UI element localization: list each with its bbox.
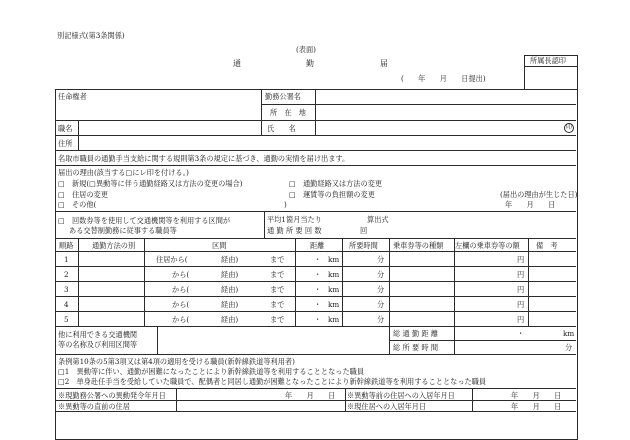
row-from[interactable]: から( [172,285,190,294]
total-time-label: 総 所 要 時 間 [393,343,439,352]
row-distance-dot[interactable]: ・ [314,285,322,294]
row-distance-unit: km [328,300,340,309]
article10-item2[interactable]: □2 単身赴任手当を受給していた職員で、配偶者と同居し通勤が困難となったことにより新幹線鉄道等を利用することとなった職員 [58,377,487,386]
row-from[interactable]: から( [172,270,190,279]
reason-occurrence-date[interactable]: 年 月 日 [505,200,556,209]
row-time-unit: 分 [377,255,385,264]
omote-label: (表面) [296,45,316,54]
row-time-unit: 分 [377,300,385,309]
row-via[interactable]: 経由) [221,300,239,309]
reason-other[interactable]: □ その他( [58,200,97,209]
location-label: 所 在 地 [270,108,306,117]
row-via[interactable]: 経由) [221,285,239,294]
row-fare-unit: 円 [517,255,525,264]
row-time-unit: 分 [377,315,385,324]
other-transport-label-2: 等の名称及び利用区間等 [58,340,138,349]
total-time-unit: 分 [565,343,573,352]
row-to: まで [270,285,285,294]
count-unit: 回 [360,226,368,235]
col-fare: 左欄の乗車券等の額 [455,241,520,250]
col-section: 区間 [212,241,227,250]
row-number: 5 [64,315,69,324]
other-transport-label-1: 他に利用できる交通機関 [58,330,138,339]
prior-residence-date[interactable]: 年 月 日 [511,391,562,400]
col-ticket: 乗車券等の種類 [393,241,444,250]
row-from[interactable]: から( [172,315,190,324]
row-from[interactable]: から( [172,300,190,309]
formula-label: 算出式 [367,215,389,224]
row-to: まで [270,255,285,264]
reason-heading: 届出の理由(該当する□にレ印を付ける。) [58,168,189,177]
appointer-label: 任命権者 [58,92,87,101]
row-fare-unit: 円 [517,270,525,279]
reason-route-change[interactable]: □ 通勤経路又は方法の変更 [289,179,383,188]
row-distance-unit: km [328,285,340,294]
address-label: 住所 [58,139,73,148]
row-time-unit: 分 [377,270,385,279]
row-number: 3 [64,285,69,294]
row-fare-unit: 円 [517,300,525,309]
total-distance-dot[interactable]: ・ [517,329,525,338]
previous-residence-label: ※異動等の直前の住居 [58,402,130,411]
name-label: 氏 名 [267,124,296,133]
seal-mark: 印 [565,124,572,131]
col-note: 備 考 [536,241,558,250]
row-number: 2 [64,270,69,279]
total-distance-label: 総 通 勤 距 離 [393,329,439,338]
avg-count-label-2: 通 勤 所 要 回 数 [267,226,322,235]
col-order: 順路 [59,241,74,250]
statement-text: 名取市職員の通勤手当支給に関する規則第3条の規定に基づき、通勤の実情を届け出ます。 [58,154,350,163]
row-distance-unit: km [328,270,340,279]
submission-date[interactable]: ( 年 月 日提出) [401,74,486,83]
title-char-2: 勤 [306,59,314,68]
avg-count-label-1: 平均1箇月当たり [267,215,322,224]
col-method: 通勤方法の別 [92,241,136,250]
form-label: 別記様式(第3条関係) [57,31,125,40]
transfer-order-date[interactable]: 年 月 日 [285,391,336,400]
reason-fare-change[interactable]: □ 運賃等の負担額の変更 [289,190,375,199]
row-fare-unit: 円 [517,315,525,324]
row-to: まで [270,315,285,324]
row-from[interactable]: 住居から( [156,255,188,264]
approval-label: 所属長認印 [530,56,566,65]
row-distance-dot[interactable]: ・ [314,270,322,279]
article10-heading: 条例第10条の5第3項又は第4項の適用を受ける職員(新幹線鉄道等利用者) [58,357,295,366]
reason-occurrence-label: (届出の理由が生じた日) [500,190,578,199]
current-residence-date-label: ※現住居への入居年月日 [347,402,427,411]
row-time-unit: 分 [377,285,385,294]
position-label: 職名 [58,124,73,133]
row-to: まで [270,270,285,279]
row-via[interactable]: 経由) [221,315,239,324]
row-via[interactable]: 経由) [221,255,239,264]
row-distance-dot[interactable]: ・ [314,255,322,264]
row-distance-dot[interactable]: ・ [314,315,322,324]
title-char-1: 通 [233,59,241,68]
reason-other-close: ) [284,200,287,209]
col-time: 所要時間 [349,241,378,250]
row-distance-unit: km [328,255,340,264]
shift-work-line: ある交替制勤務に従事する職員等 [69,226,177,235]
multi-ticket-check[interactable]: □ 回数券等を使用して交通機関等を利用する区間が [58,216,231,225]
row-via[interactable]: 経由) [221,270,239,279]
transfer-order-date-label: ※現勤務公署への異動発令年月日 [58,391,166,400]
row-number: 1 [64,255,69,264]
row-to: まで [270,300,285,309]
office-name-label: 勤務公署名 [265,92,301,101]
total-distance-unit: km [563,329,575,338]
title-char-3: 届 [380,59,388,68]
reason-residence-change[interactable]: □ 住居の変更 [58,190,108,199]
current-residence-date[interactable]: 年 月 日 [511,402,562,411]
row-distance-unit: km [328,315,340,324]
row-distance-dot[interactable]: ・ [314,300,322,309]
article10-item1[interactable]: □1 異動等に伴い、通勤が困難になったことにより新幹線鉄道等を利用することとなった職員 [58,367,365,376]
row-fare-unit: 円 [517,285,525,294]
row-number: 4 [64,300,69,309]
col-distance: 距離 [310,241,325,250]
reason-new[interactable]: □ 新規(□異動等に伴う通勤経路又は方法の変更の場合) [58,179,243,188]
prior-residence-date-label: ※異動等前の住居への入居年月日 [347,391,455,400]
